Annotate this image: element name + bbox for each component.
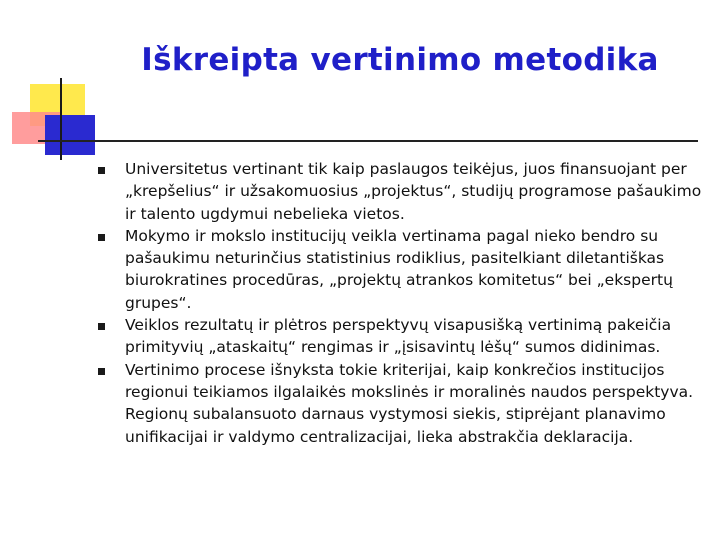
square-bullet-icon	[98, 323, 105, 330]
decor-blue-square	[45, 115, 95, 155]
bullet-list	[0, 158, 720, 448]
bullet-text: Universitetus vertinant tik kaip paslaugos teikėjus, juos finansuojant per „krepšelius“ ir užsakomuosius „projektus“, studijų programose pašaukimo ir talento ugdymui nebelieka vietos.	[125, 160, 702, 223]
bullet-item	[0, 314, 720, 359]
bullet-text: Veiklos rezultatų ir plėtros perspektyvų visapusišką vertinimą pakeičia primityvių „ataskaitų“ rengimas ir „įsisavintų lėšų“ sumos didinimas.	[125, 316, 672, 357]
bullet-item	[0, 158, 720, 225]
square-bullet-icon	[98, 234, 105, 241]
slide-title: Iškreipta vertinimo metodika	[141, 42, 659, 78]
bullet-item	[0, 359, 720, 448]
decor-vertical-line	[60, 78, 62, 160]
bullet-item	[0, 225, 720, 314]
title-divider-line	[38, 140, 698, 142]
bullet-text: Vertinimo procese išnyksta tokie kriterijai, kaip konkrečios institucijos regionui teikiamos ilgalaikės mokslinės ir moralinės naudos perspektyva. Regionų subalansuoto darnaus vystymosi siekis, stiprėjant planavimo unifikacijai ir valdymo centralizacijai, lieka abstrakčia deklaracija.	[125, 360, 694, 446]
square-bullet-icon	[98, 368, 105, 375]
square-bullet-icon	[98, 167, 105, 174]
bullet-text: Mokymo ir mokslo institucijų veikla vertinama pagal nieko bendro su pašaukimu neturinčius statistinius rodiklius, pasitelkiant diletantiškas biurokratines procedūras, „projektų atrankos komitetus“ bei „ekspertų grupes“.	[125, 226, 673, 312]
